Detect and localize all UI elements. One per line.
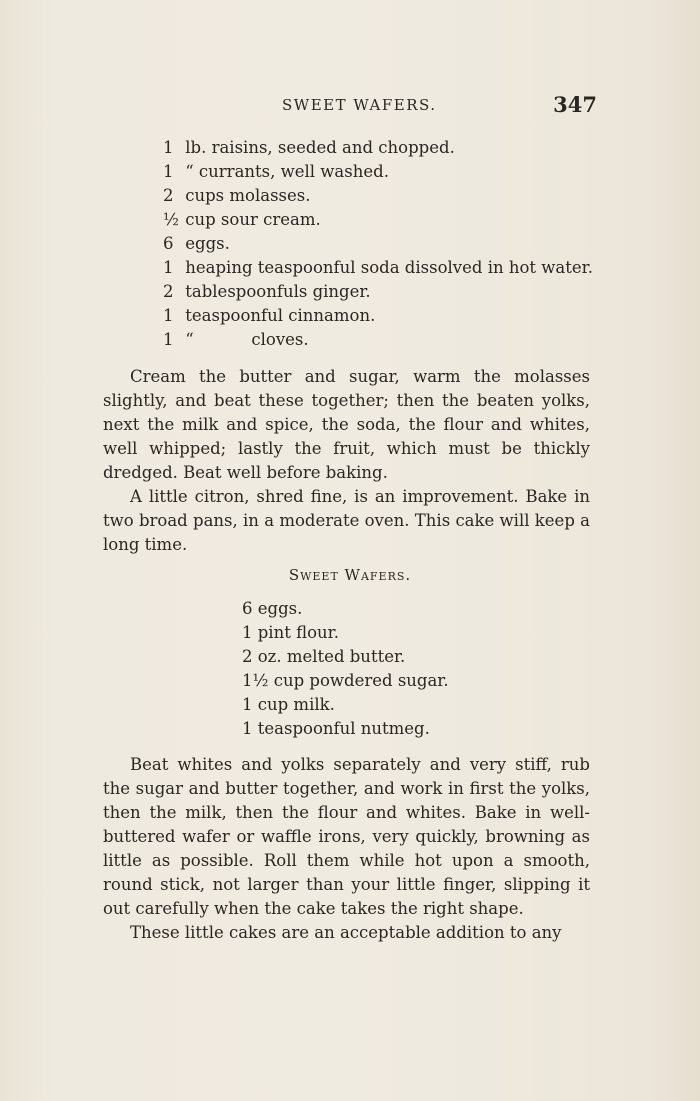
wafer-ingredient-item: 1 cup milk. <box>242 695 335 714</box>
paragraph: Beat whites and yolks separately and very stiff, rub the sugar and butter together, and work in first the yolks, then the milk, then the flour and whites. Bake in well-buttered wafer or waffle irons, very quickly, browning as little as possible. Roll them while hot upon a smooth, round stick, not larger than your little finger, slipping it out carefully when the cake takes the right shape. <box>103 755 590 918</box>
page-header <box>100 92 597 120</box>
wafer-ingredient-list <box>242 597 449 741</box>
running-head: SWEET WAFERS. <box>282 96 437 114</box>
ingredient-qty: 1 <box>163 330 174 349</box>
ingredient-qty: 1 <box>163 162 174 181</box>
ingredient-qty: 1 <box>163 138 174 157</box>
ingredient-text: lb. raisins, seeded and chopped. <box>185 138 455 157</box>
wafer-method-text <box>103 753 590 945</box>
ingredient-item <box>163 304 593 328</box>
paragraph: A little citron, shred fine, is an improvement. Bake in two broad pans, in a moderate oven. This cake will keep a long time. <box>103 487 590 554</box>
ingredient-item <box>163 280 593 304</box>
ingredient-qty: 2 <box>163 186 174 205</box>
ingredient-text: eggs. <box>185 234 230 253</box>
ingredient-qty: 1 <box>163 306 174 325</box>
page-number: 347 <box>553 92 597 117</box>
paragraph: Cream the butter and sugar, warm the molasses slightly, and beat these together; then the beaten yolks, next the milk and spice, the soda, the flour and whites, well whipped; lastly the fruit, which must be thickly dredged. Beat well before baking. <box>103 367 590 482</box>
ingredient-item <box>163 208 593 232</box>
method-text <box>103 365 590 557</box>
ingredient-text: cup sour cream. <box>185 210 321 229</box>
ingredient-text: heaping teaspoonful soda dissolved in hot water. <box>185 258 593 277</box>
ingredient-qty: 6 <box>163 234 174 253</box>
ingredient-text: teaspoonful cinnamon. <box>185 306 376 325</box>
ingredient-item <box>163 328 593 352</box>
wafer-ingredient-item: 2 oz. melted butter. <box>242 647 406 666</box>
ingredient-text: tablespoonfuls ginger. <box>185 282 371 301</box>
wafer-ingredient-item: 1 teaspoonful nutmeg. <box>242 719 430 738</box>
ingredient-item <box>163 160 593 184</box>
ingredient-qty: ½ <box>163 210 179 229</box>
ingredient-item <box>163 136 593 160</box>
ingredient-text: “ cloves. <box>185 330 309 349</box>
ingredient-item <box>163 256 593 280</box>
ingredient-item <box>163 184 593 208</box>
section-title: Sweet Wafers. <box>288 566 412 584</box>
ingredient-text: “ currants, well washed. <box>185 162 389 181</box>
wafer-ingredient-item: 6 eggs. <box>242 599 303 618</box>
ingredient-text: cups molasses. <box>185 186 311 205</box>
ingredient-list <box>163 136 593 352</box>
ingredient-item <box>163 232 593 256</box>
ingredient-qty: 1 <box>163 258 174 277</box>
wafer-ingredient-item: 1 pint flour. <box>242 623 339 642</box>
paragraph: These little cakes are an acceptable addition to any <box>130 923 562 942</box>
wafer-ingredient-item: 1½ cup powdered sugar. <box>242 671 449 690</box>
ingredient-qty: 2 <box>163 282 174 301</box>
